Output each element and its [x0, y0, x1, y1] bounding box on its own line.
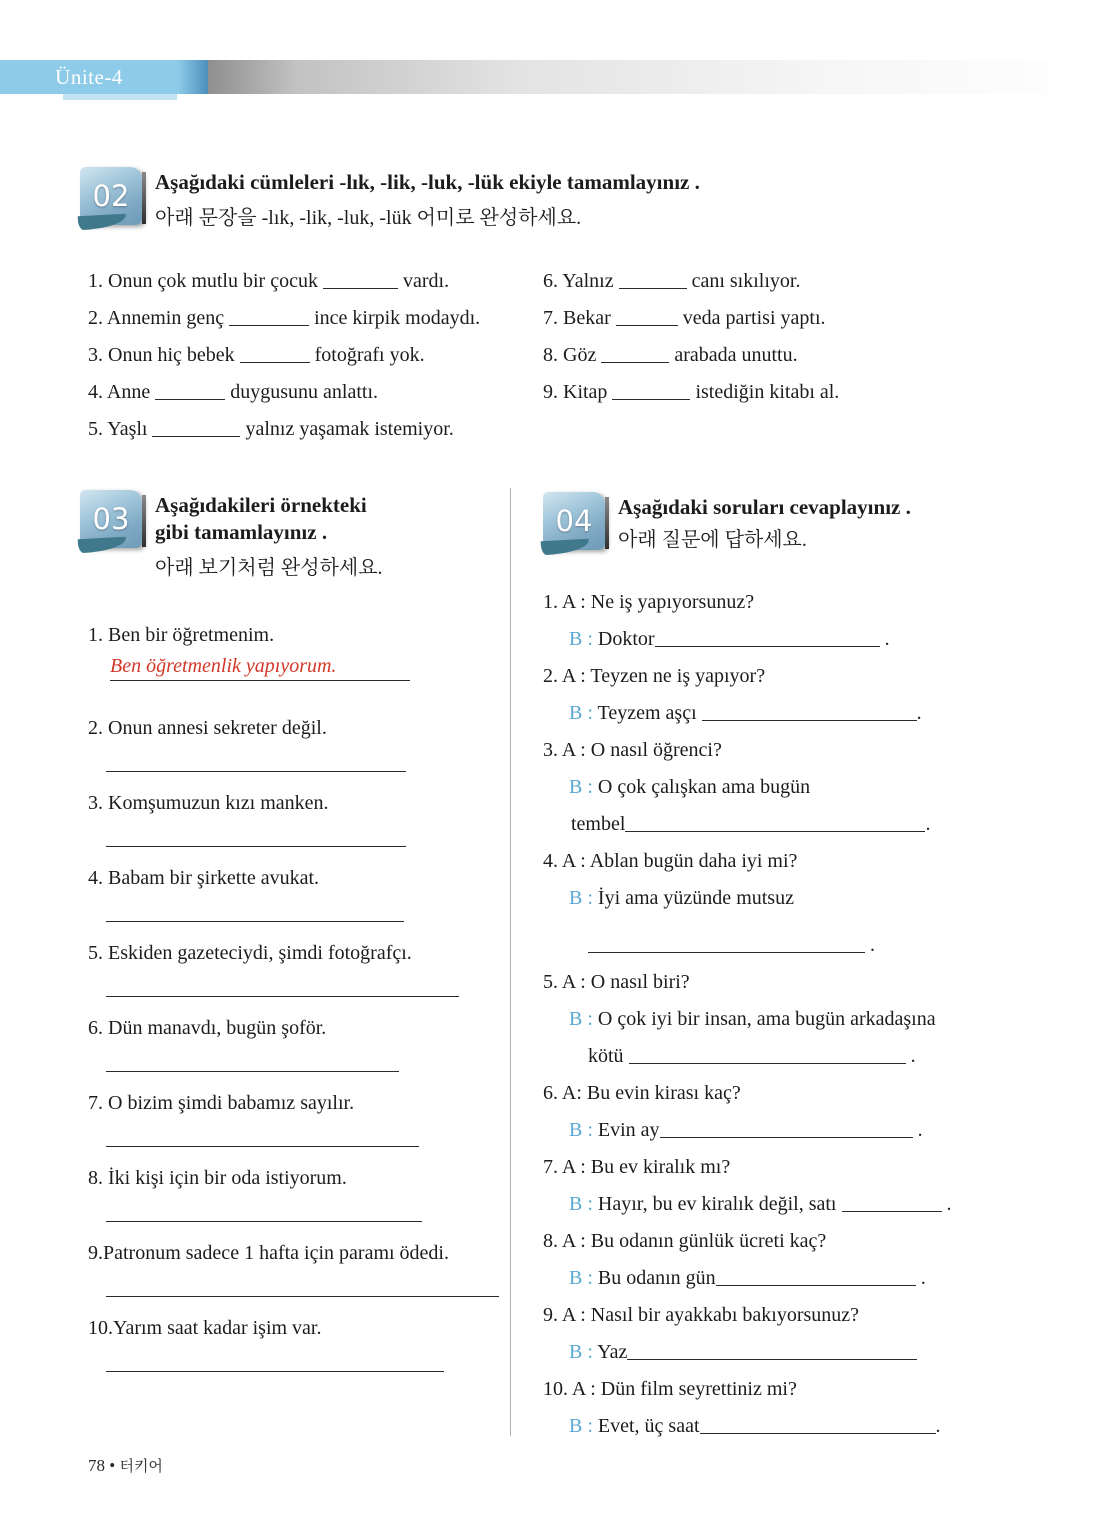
question-line: 2. A : Teyzen ne iş yapıyor?	[543, 665, 766, 687]
answer-blank[interactable]	[660, 1122, 913, 1138]
item-text-pre: Onun çok mutlu bir çocuk	[108, 270, 318, 292]
exercise-03-header	[80, 490, 500, 581]
exercise-item	[88, 1090, 516, 1147]
exercise-item	[88, 1015, 516, 1072]
exercise-item	[543, 584, 1043, 658]
answer-blank[interactable]	[106, 1071, 399, 1072]
question-line: 5. A : O nasıl biri?	[543, 971, 690, 993]
item-text-pre: Kitap	[563, 381, 608, 403]
answer-blank[interactable]	[106, 996, 459, 997]
answer-blank[interactable]	[627, 1344, 917, 1360]
exercise-item	[88, 1315, 516, 1372]
exercise-02-left-column	[88, 263, 543, 448]
speaker-b-label: B :	[569, 628, 593, 650]
exercise-03-badge-icon	[80, 490, 142, 548]
answer-line	[569, 880, 1043, 917]
header-gray-gradient	[208, 60, 1093, 94]
exercise-02-right-column	[543, 263, 839, 448]
item-text: 1. Ben bir öğretmenim.	[88, 624, 275, 646]
exercise-item	[543, 1297, 1043, 1371]
header-bar	[0, 60, 1093, 94]
answer-line	[569, 769, 1043, 806]
exercise-item	[88, 300, 543, 337]
exercise-02-items	[88, 263, 839, 448]
exercise-item	[543, 1075, 1043, 1149]
exercise-04-badge-icon	[543, 492, 605, 550]
exercise-item	[88, 715, 516, 772]
answer-blank[interactable]	[700, 1418, 936, 1434]
exercise-03-number: 03	[92, 502, 130, 536]
answer-blank[interactable]	[106, 1371, 444, 1372]
exercise-item	[88, 1240, 516, 1297]
speaker-b-label: B :	[569, 1267, 593, 1289]
answer-blank[interactable]	[702, 705, 917, 721]
answer-line	[569, 1186, 1043, 1223]
exercise-item	[543, 1149, 1043, 1223]
answer-blank[interactable]	[106, 846, 406, 847]
exercise-02-number: 02	[92, 179, 130, 213]
item-text-pre: Yalnız	[562, 270, 614, 292]
page-number: 78	[88, 1456, 105, 1475]
speaker-b-label: B :	[569, 1415, 593, 1437]
question-line: 10. A : Dün film seyrettiniz mi?	[543, 1378, 797, 1400]
answer-line	[569, 621, 1043, 658]
answer-text: O çok iyi bir insan, ama bugün arkadaşına	[597, 1008, 936, 1030]
item-text-post: veda partisi yaptı.	[682, 307, 826, 329]
answer-blank[interactable]	[842, 1196, 942, 1212]
answer-blank[interactable]	[655, 631, 880, 647]
answer-blank[interactable]	[323, 273, 398, 289]
answer-trail: .	[925, 813, 931, 835]
answer-line	[571, 806, 1043, 843]
speaker-b-label: B :	[569, 776, 593, 798]
item-text: 2. Onun annesi sekreter değil.	[88, 717, 327, 739]
answer-blank[interactable]	[716, 1270, 916, 1286]
answer-blank[interactable]	[106, 1221, 422, 1222]
exercise-item	[88, 790, 516, 847]
item-text-pre: Yaşlı	[107, 418, 148, 440]
item-text-post: duygusunu anlattı.	[230, 381, 378, 403]
answer-text: Teyzem aşçı	[597, 702, 697, 724]
item-text: 9.Patronum sadece 1 hafta için paramı ödedi.	[88, 1242, 449, 1264]
item-text-pre: Göz	[563, 344, 597, 366]
question-line: 1. A : Ne iş yapıyorsunuz?	[543, 591, 755, 613]
exercise-item	[543, 843, 1043, 964]
answer-text: kötü	[588, 1045, 624, 1067]
speaker-b-label: B :	[569, 1193, 593, 1215]
exercise-item	[88, 940, 516, 997]
question-line: 6. A: Bu evin kirası kaç?	[543, 1082, 741, 1104]
exercise-item	[88, 374, 543, 411]
answer-blank[interactable]	[106, 771, 406, 772]
footer-bullet: •	[109, 1456, 116, 1475]
header-tab	[63, 94, 177, 100]
answer-line	[569, 1408, 1043, 1445]
answer-line	[569, 1334, 1043, 1371]
answer-text: Hayır, bu ev kiralık değil, satı	[597, 1193, 837, 1215]
exercise-04-number: 04	[555, 504, 593, 538]
item-number: 9.	[543, 381, 558, 403]
answer-trail: .	[912, 1119, 923, 1141]
item-text-pre: Anne	[106, 381, 151, 403]
answer-line	[588, 927, 1043, 964]
answer-text: Yaz	[597, 1341, 628, 1363]
exercise-02-badge-icon	[80, 167, 142, 225]
answer-blank[interactable]	[612, 384, 690, 400]
answer-text: Bu odanın gün	[597, 1267, 716, 1289]
item-text-post: arabada unuttu.	[674, 344, 798, 366]
exercise-item	[88, 337, 543, 374]
answer-trail: .	[865, 934, 875, 956]
question-line: 7. A : Bu ev kiralık mı?	[543, 1156, 731, 1178]
answer-text: Evin ay	[597, 1119, 660, 1141]
item-text: 5. Eskiden gazeteciydi, şimdi fotoğrafçı.	[88, 942, 412, 964]
item-text-post: fotoğrafı yok.	[314, 344, 425, 366]
answer-text: O çok çalışkan ama bugün	[597, 776, 811, 798]
answer-blank[interactable]	[155, 384, 225, 400]
answer-blank[interactable]	[616, 310, 678, 326]
exercise-item	[88, 411, 543, 448]
item-number: 2.	[88, 307, 103, 329]
answer-text: Evet, üç saat	[597, 1415, 700, 1437]
answer-text: Doktor	[597, 628, 655, 650]
answer-blank[interactable]	[106, 1296, 499, 1297]
answer-line	[588, 1038, 1043, 1075]
item-number: 7.	[543, 307, 558, 329]
page-footer	[88, 1455, 163, 1476]
exercise-02-header	[80, 167, 1010, 231]
exercise-04-items	[543, 584, 1043, 1445]
speaker-b-label: B :	[569, 1341, 593, 1363]
question-line: 9. A : Nasıl bir ayakkabı bakıyorsunuz?	[543, 1304, 860, 1326]
answer-blank[interactable]	[240, 347, 310, 363]
answer-text: İyi ama yüzünde mutsuz	[597, 887, 794, 909]
item-text-post: canı sıkılıyor.	[691, 270, 801, 292]
speaker-b-label: B :	[569, 702, 593, 724]
answer-text: tembel	[571, 813, 626, 835]
exercise-item	[88, 263, 543, 300]
answer-blank[interactable]	[601, 347, 669, 363]
exercise-item	[88, 865, 516, 922]
item-text-post: istediğin kitabı al.	[695, 381, 840, 403]
item-text: 10.Yarım saat kadar işim var.	[88, 1317, 322, 1339]
answer-line	[569, 695, 1043, 732]
item-text-post: ince kirpik modaydı.	[314, 307, 481, 329]
question-line: 8. A : Bu odanın günlük ücreti kaç?	[543, 1230, 827, 1252]
exercise-03-items	[88, 622, 516, 1390]
item-text: 3. Komşumuzun kızı manken.	[88, 792, 329, 814]
exercise-item	[543, 964, 1043, 1075]
item-text-pre: Bekar	[563, 307, 611, 329]
item-number: 8.	[543, 344, 558, 366]
item-text-pre: Onun hiç bebek	[108, 344, 235, 366]
item-text-pre: Annemin genç	[106, 307, 225, 329]
exercise-item	[543, 658, 1043, 732]
item-text: 7. O bizim şimdi babamız sayılır.	[88, 1092, 355, 1114]
answer-trail: .	[915, 1267, 926, 1289]
exercise-item	[543, 374, 839, 411]
answer-blank[interactable]	[106, 921, 404, 922]
item-text: 8. İki kişi için bir oda istiyorum.	[88, 1167, 347, 1189]
answer-trail: .	[941, 1193, 952, 1215]
exercise-item	[543, 732, 1043, 843]
exercise-item	[543, 263, 839, 300]
speaker-b-label: B :	[569, 1119, 593, 1141]
unit-label: Ünite-4	[0, 60, 178, 94]
speaker-b-label: B :	[569, 887, 593, 909]
answer-line	[569, 1260, 1043, 1297]
exercise-04-title-korean: 아래 질문에 답하세요.	[618, 529, 807, 551]
answer-blank[interactable]	[106, 1146, 419, 1147]
header-blue-fade	[178, 60, 208, 94]
answer-line	[569, 1112, 1043, 1149]
exercise-03-title-line1: Aşağıdakileri örnekteki	[155, 493, 367, 517]
item-text: 4. Babam bir şirkette avukat.	[88, 867, 320, 889]
exercise-item	[543, 300, 839, 337]
answer-blank[interactable]	[629, 1048, 906, 1064]
exercise-02-title: Aşağıdaki cümleleri -lık, -lik, -luk, -lük ekiyle tamamlayınız .	[155, 170, 700, 194]
answer-trail: .	[879, 628, 890, 650]
answer-line	[569, 1001, 1043, 1038]
item-number: 4.	[88, 381, 103, 403]
answer-trail: .	[916, 702, 922, 724]
exercise-04-header	[543, 492, 1033, 553]
item-text-post: yalnız yaşamak istemiyor.	[245, 418, 454, 440]
exercise-item	[543, 337, 839, 374]
item-text-post: vardı.	[402, 270, 450, 292]
exercise-item	[88, 622, 516, 681]
item-text: 6. Dün manavdı, bugün şoför.	[88, 1017, 327, 1039]
answer-trail: .	[935, 1415, 941, 1437]
exercise-item	[88, 1165, 516, 1222]
item-number: 6.	[543, 270, 558, 292]
exercise-item	[543, 1371, 1043, 1445]
answer-blank[interactable]	[625, 816, 925, 832]
item-number: 3.	[88, 344, 103, 366]
answer-blank[interactable]	[152, 421, 240, 437]
exercise-04-title: Aşağıdaki soruları cevaplayınız .	[618, 495, 911, 519]
answer-trail: .	[905, 1045, 916, 1067]
book-title: 터키어	[119, 1457, 163, 1475]
item-number: 1.	[88, 270, 103, 292]
answer-blank[interactable]	[619, 273, 687, 289]
exercise-02-title-korean: 아래 문장을 -lık, -lik, -luk, -lük 어미로 완성하세요.	[155, 207, 582, 229]
question-line: 4. A : Ablan bugün daha iyi mi?	[543, 850, 798, 872]
answer-blank[interactable]	[588, 937, 865, 953]
exercise-03-title-korean: 아래 보기처럼 완성하세요.	[155, 557, 383, 579]
example-answer: Ben öğretmenlik yapıyorum.	[110, 654, 410, 681]
question-line: 3. A : O nasıl öğrenci?	[543, 739, 722, 761]
exercise-item	[543, 1223, 1043, 1297]
answer-blank[interactable]	[229, 310, 309, 326]
exercise-03-title-line2: gibi tamamlayınız .	[155, 520, 328, 544]
item-number: 5.	[88, 418, 103, 440]
speaker-b-label: B :	[569, 1008, 593, 1030]
